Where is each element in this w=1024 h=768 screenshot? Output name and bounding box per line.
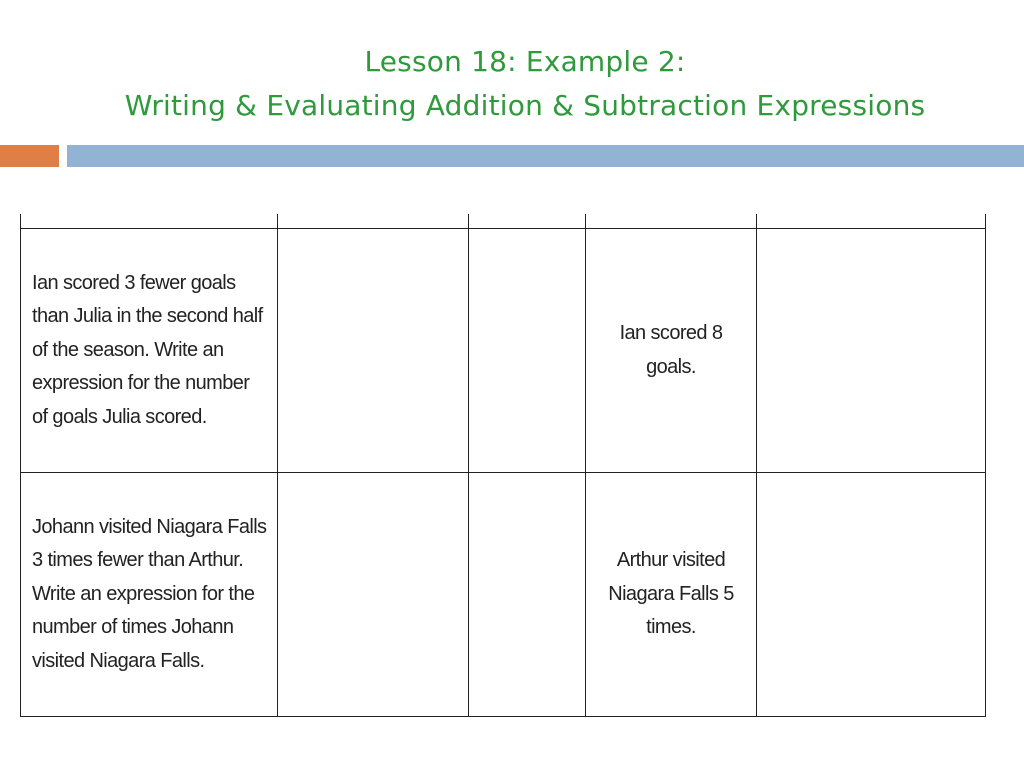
table-row: [21, 473, 986, 717]
table-cell: [469, 214, 586, 229]
given-condition: Arthur visited Niagara Falls 5 times.: [586, 473, 757, 717]
answer-cell-empty: [757, 473, 986, 717]
accent-bar-blue: [67, 145, 1024, 167]
table-cell: [278, 214, 469, 229]
expressions-table-container: [20, 214, 985, 720]
answer-cell-empty: [757, 229, 986, 473]
answer-cell-empty: [469, 473, 586, 717]
table-row-stub: [21, 214, 986, 229]
answer-cell-empty: [278, 229, 469, 473]
given-condition: Ian scored 8 goals.: [586, 229, 757, 473]
problem-description: Ian scored 3 fewer goals than Julia in the second half of the season. Write an expression for the number of goals Julia scored.: [21, 229, 278, 473]
table-cell: [586, 214, 757, 229]
problem-description: Johann visited Niagara Falls 3 times fewer than Arthur. Write an expression for the number of times Johann visited Niagara Falls.: [21, 473, 278, 717]
slide-title: [0, 40, 1024, 128]
accent-bar-orange: [0, 145, 59, 167]
table-row: [21, 229, 986, 473]
expressions-table: [20, 214, 986, 717]
answer-cell-empty: [469, 229, 586, 473]
table-cell: [21, 214, 278, 229]
title-line-1: Lesson 18: Example 2:: [364, 45, 686, 78]
answer-cell-empty: [278, 473, 469, 717]
title-line-2: Writing & Evaluating Addition & Subtraction Expressions: [124, 89, 926, 122]
table-cell: [757, 214, 986, 229]
